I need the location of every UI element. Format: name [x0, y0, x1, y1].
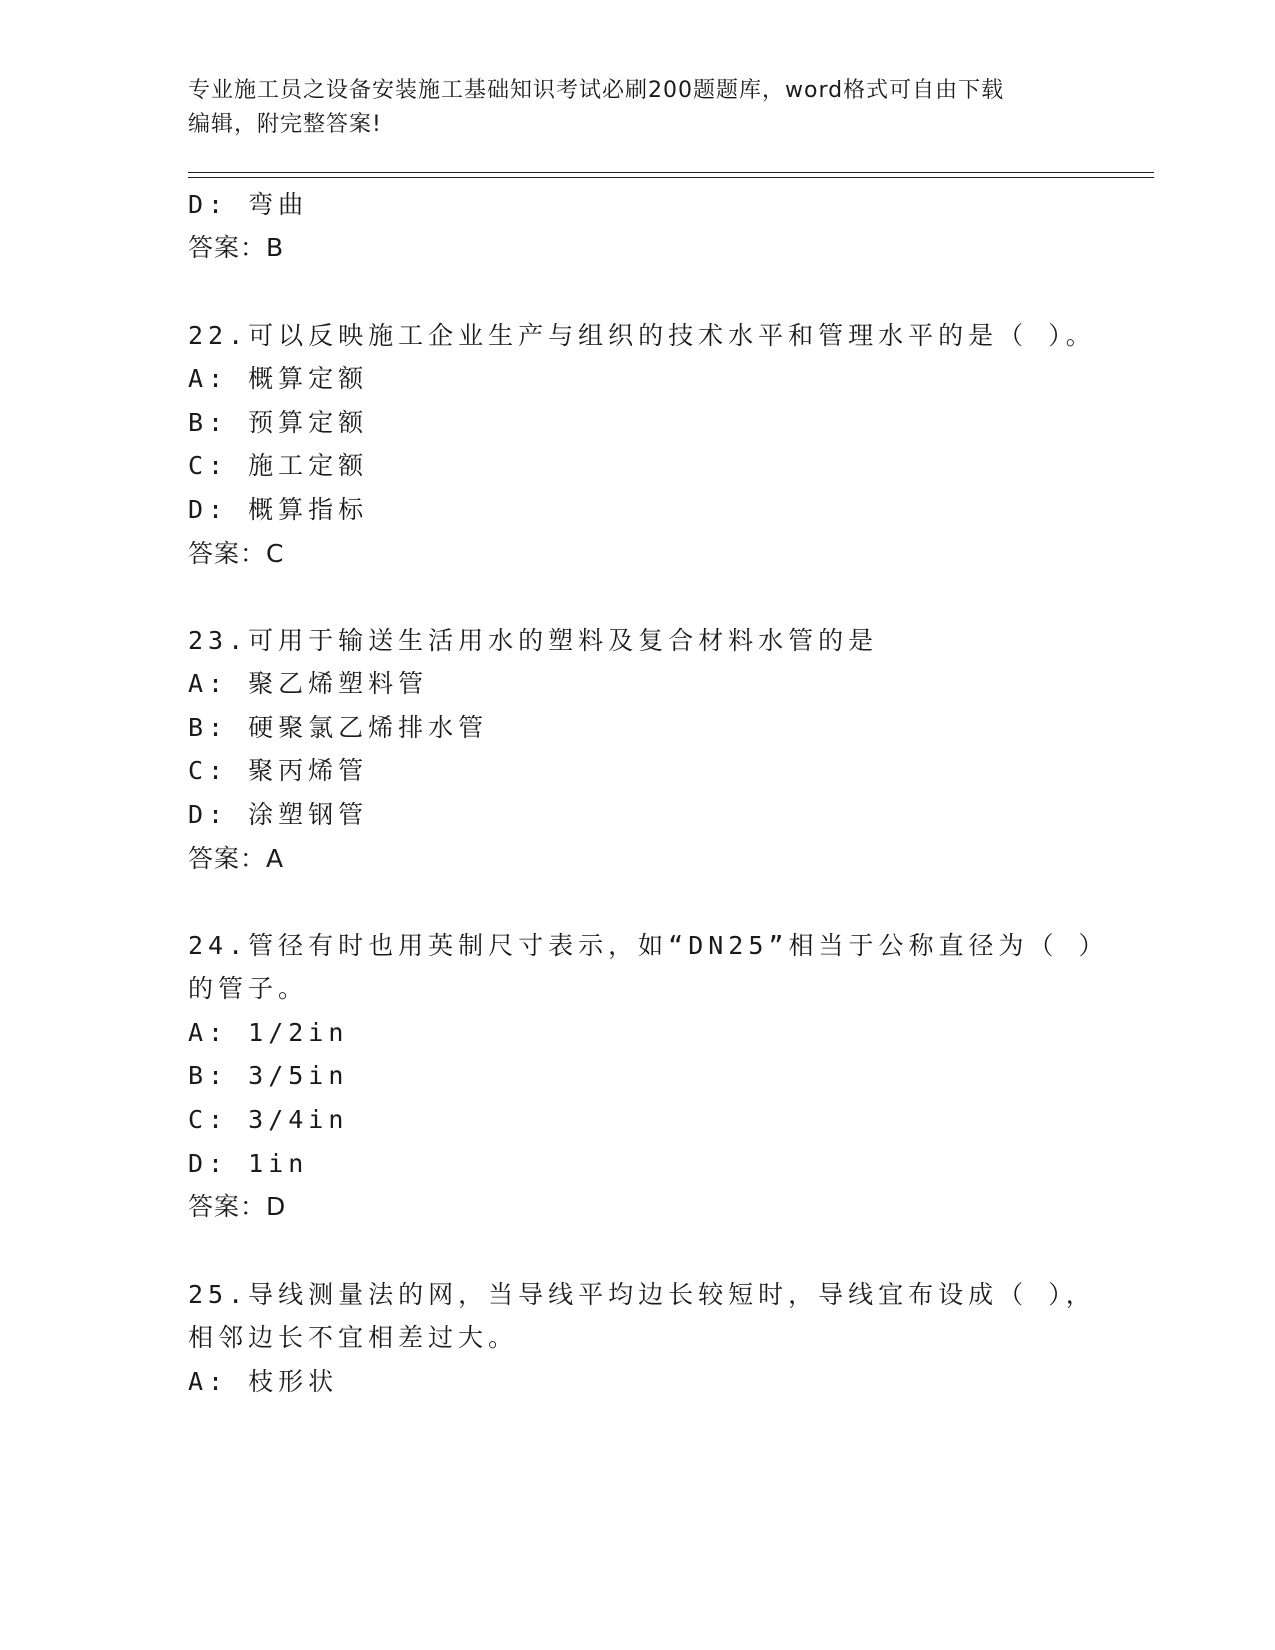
q23-stem: 23.可用于输送生活用水的塑料及复合材料水管的是	[188, 626, 879, 655]
q24-answer: 答案：D	[188, 1192, 287, 1221]
q21-answer: 答案：B	[188, 233, 285, 262]
q22-option-a: A: 概算定额	[188, 364, 369, 393]
q23-answer: 答案：A	[188, 844, 285, 873]
q24-stem-line2: 的管子。	[188, 974, 309, 1003]
q23-option-b: B: 硬聚氯乙烯排水管	[188, 713, 489, 742]
q25-stem-line2: 相邻边长不宜相差过大。	[188, 1323, 519, 1352]
q22-stem: 22.可以反映施工企业生产与组织的技术水平和管理水平的是（ ）。	[188, 321, 1096, 350]
header-divider-top	[188, 172, 1154, 173]
header-divider-bottom	[188, 177, 1154, 178]
q23-option-d: D: 涂塑钢管	[188, 800, 369, 829]
q24-option-c: C: 3/4in	[188, 1105, 349, 1134]
q22-answer: 答案：C	[188, 539, 285, 568]
q22-option-b: B: 预算定额	[188, 408, 369, 437]
q24-stem-line1: 24.管径有时也用英制尺寸表示，如“DN25”相当于公称直径为（ ）	[188, 931, 1109, 960]
q23-option-a: A: 聚乙烯塑料管	[188, 669, 429, 698]
q25-option-a: A: 枝形状	[188, 1367, 339, 1396]
q23-option-c: C: 聚丙烯管	[188, 756, 369, 785]
header-title-line2: 编辑，附完整答案!	[188, 112, 382, 137]
q24-option-b: B: 3/5in	[188, 1061, 349, 1090]
q24-option-a: A: 1/2in	[188, 1018, 349, 1047]
q24-option-d: D: 1in	[188, 1149, 309, 1178]
q25-stem-line1: 25.导线测量法的网，当导线平均边长较短时，导线宜布设成（ ），	[188, 1280, 1096, 1309]
q22-option-c: C: 施工定额	[188, 451, 369, 480]
header-title-line1: 专业施工员之设备安装施工基础知识考试必刷200题题库，word格式可自由下载	[188, 78, 1005, 103]
document-header	[188, 74, 1088, 142]
q21-option-d: D: 弯曲	[188, 190, 309, 219]
q22-option-d: D: 概算指标	[188, 495, 369, 524]
